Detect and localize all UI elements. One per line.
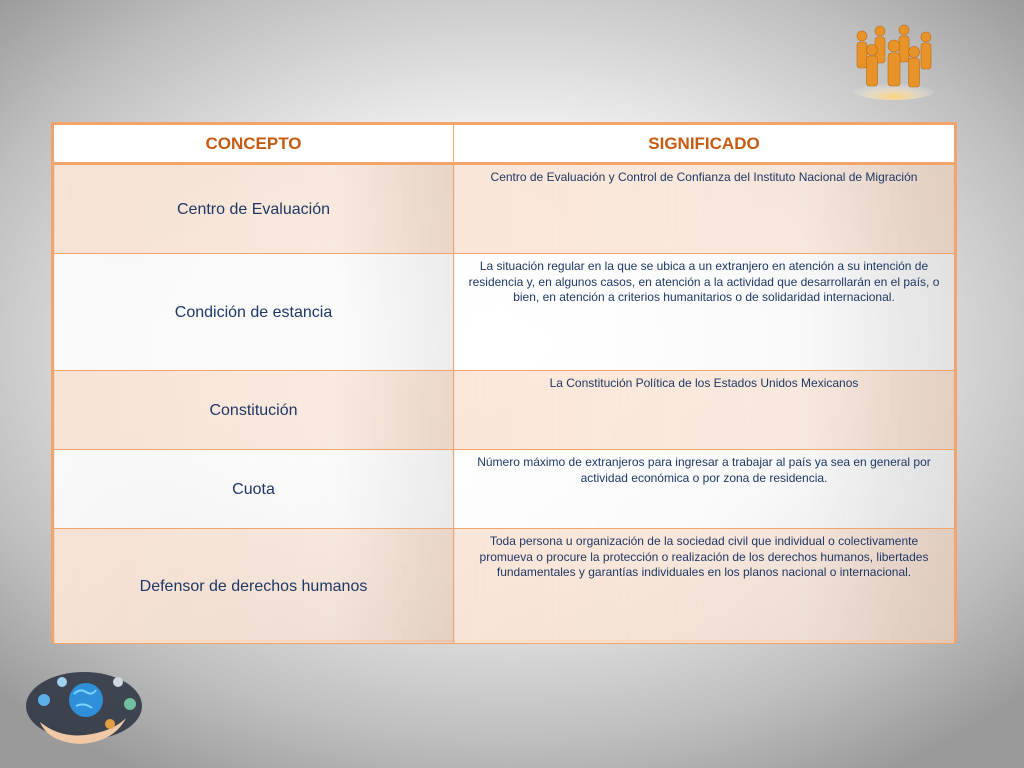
- meaning-cell: La situación regular en la que se ubica a un extranjero en atención a su intención de residencia y, en algunos casos, en atención a la actividad que desarrollarán en el país, o bien, en atención a criterios humanitarios o de solidaridad internacional.: [454, 254, 955, 371]
- table-row: [54, 254, 955, 371]
- header-concept: CONCEPTO: [54, 125, 454, 164]
- concept-cell: Defensor de derechos humanos: [54, 529, 454, 644]
- meaning-cell: Número máximo de extranjeros para ingresar a trabajar al país ya sea en general por actividad económica o por zona de residencia.: [454, 450, 955, 529]
- meaning-cell: Toda persona u organización de la sociedad civil que individual o colectivamente promueva o procure la protección o realización de los derechos humanos, libertades fundamentales y garantías individuales en los planos nacional o internacional.: [454, 529, 955, 644]
- header-meaning: SIGNIFICADO: [454, 125, 955, 164]
- table-row: [54, 529, 955, 644]
- concept-cell: Centro de Evaluación: [54, 164, 454, 254]
- concept-cell: Constitución: [54, 371, 454, 450]
- table-row: [54, 371, 955, 450]
- table-row: [54, 164, 955, 254]
- concept-cell: Condición de estancia: [54, 254, 454, 371]
- meaning-cell: La Constitución Política de los Estados Unidos Mexicanos: [454, 371, 955, 450]
- table-header-row: [54, 125, 955, 164]
- glossary-table-frame: [51, 122, 957, 642]
- table-row: [54, 450, 955, 529]
- glossary-table: [53, 124, 955, 644]
- concept-cell: Cuota: [54, 450, 454, 529]
- globe-network-icon: [22, 660, 150, 746]
- meaning-cell: Centro de Evaluación y Control de Confianza del Instituto Nacional de Migración: [454, 164, 955, 254]
- people-group-icon: [846, 22, 942, 102]
